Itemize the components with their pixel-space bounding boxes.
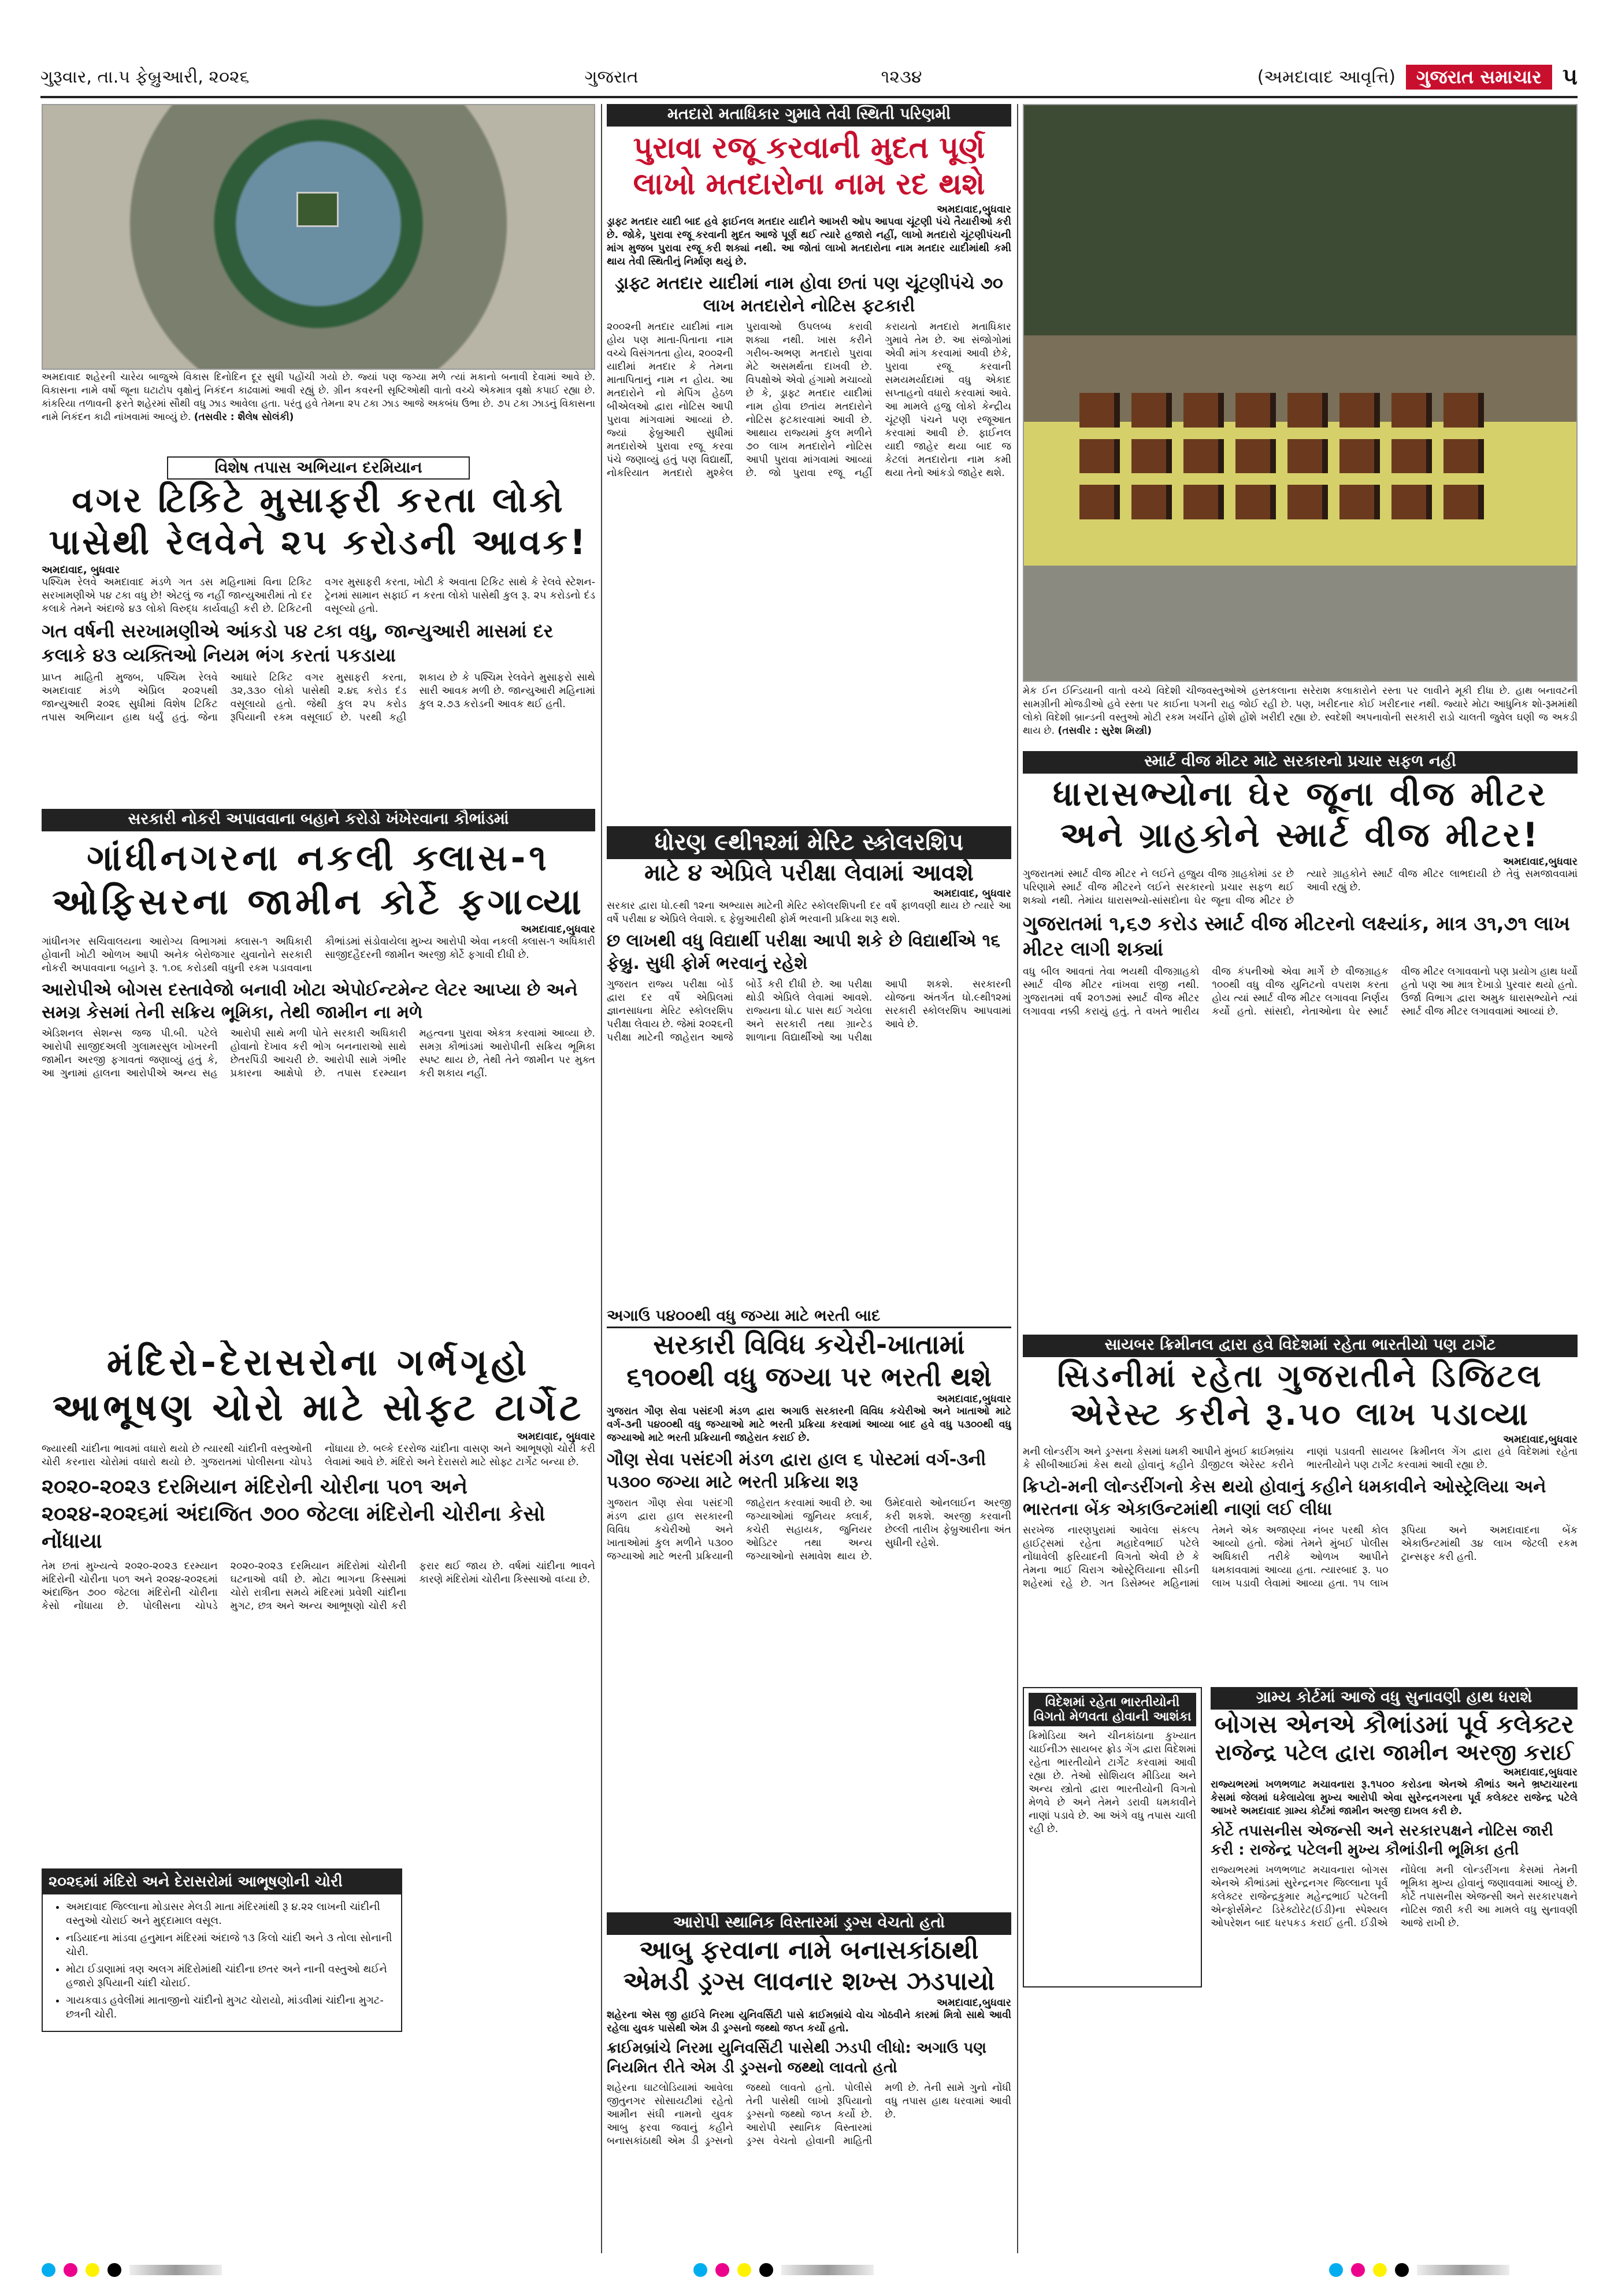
story-bogus-na xyxy=(1211,1687,1578,2253)
lead-paragraph: રાજ્યભરમાં ખળભળાટ મચાવનારા રૂ.૧૫૦૦ કરોડના એનએ કૌભાંડ અને ભ્રષ્ટાચારના કેસમાં જેલમાં ધકેલાયેલા મુખ્ય આરોપી એવા સુરેન્દ્રનગરના પૂર્વ કલેક્ટર રાજેન્દ્ર પટેલે આખરે અમદાવાદ ગ્રામ્ય કોર્ટમાં જામીન અરજી દાખલ કરી છે. xyxy=(1211,1778,1578,1817)
dateline: અમદાવાદ,બુધવાર xyxy=(937,203,1011,216)
story-kicker: ગ્રામ્ય કોર્ટમાં આજે વધુ સુનાવણી હાથ ધરાશે xyxy=(1211,1687,1578,1710)
story-sydney xyxy=(1023,1335,1578,1681)
lake-island xyxy=(296,192,339,227)
dateline: અમદાવાદ, બુધવાર xyxy=(517,1431,595,1443)
dateline: અમદાવાદ,બુધવાર xyxy=(1503,855,1578,868)
magenta-dot xyxy=(715,2263,729,2277)
body-text: ૨૦૦૨ની મતદાર યાદીમાં નામ હોય પણ માતા-પિતાના નામ વચ્ચે વિસંગતતા હોય, ૨૦૦૨ની યાદીમાં મતદાર કે તેમના માતાપિતાનું નામ ન હોય. આ મતદારોને નો મેપિંગ હેઠળ બીએલઓ દ્વારા નોટિસ આપી પુરાવા માંગવામાં આવ્યાં છે. જ્યાં ફેબ્રુઆરી સુધીમાં મતદારોએ પુરાવા રજૂ કરવા પંચે જણાવ્યું હતું પણ વિદ્યાર્થી, નોકરિયાત મતદારો મુશ્કેલ પુરાવાઓ ઉપલબ્ધ કરાવી શક્યા નથી. ખાસ કરીને ગરીબ-અભણ મતદારો પુરાવા મેટે અસમર્થતા દાખવી છે. વિપક્ષોએ એવો હંગામો મચાવ્યો છે કે, ડ્રાફ્ટ મતદાર યાદીમાં નામ હોવા છતાંય મતદારોને નોટિસ ફટકારવામાં આવી છે. આથાય રાજ્યમાં કુલ મળીને ૭૦ લાખ મતદારોને નોટિસ આપી પુરાવા માંગવામાં આવ્યાં છે. જો પુરાવા રજૂ નહીં કરાયતો મતદારો મતાધિકાર ગુમાવે તેમ છે. આ સંજોગોમાં એવી માંગ કરવામાં આવી છેકે, પુરાવા રજૂ કરવાની સમયમર્યાદામાં વધુ એકાદ સપ્તાહનો વધારો કરવામાં આવે. આ મામલે હજુ લોકો કેન્દ્રીય ચૂંટણી પંચને પણ રજૂઆત કરવામાં આવી છે. ફાઈનલ યાદી જાહેર થયા બાદ જ કેટલાં મતદારોના નામ કમી થયા તેનો આંકડો જાહેર થશે. xyxy=(607,321,1011,479)
sidebar-body: ક્રિમોડિયા અને ચીનકાંઠાના કુખ્યાત ચાઈનીઝ સાયબર ફ્રોડ ગેંગ દ્વારા વિદેશમાં રહેતા ભારતીયોને ટાર્ગેટ કરવામાં આવી રહ્યા છે. તેઓ સોશિયલ મીડિયા અને અન્ય સ્ત્રોતો દ્વારા ભારતીયોની વિગતો મેળવે છે અને તેમને ડરાવી ધમકાવીને નાણાં પડાવે છે. આ અંગે વધુ તપાસ ચાલી રહી છે. xyxy=(1029,1730,1196,1835)
body-text: શહેરના ઘાટલોડિયામાં આવેલા જીતુનગર સોસાયટીમાં રહેતો આમીન સંઘી નામનો યુવક આબુ ફરવા જવાનું કહીને બનાસકાંઠાથી એમ ડી ડ્રગ્સનો જથ્થો લાવતો હતો. પોલીસે તેની પાસેથી લાખો રૂપિયાનો ડ્રગ્સનો જથ્થો જપ્ત કર્યો છે. આરોપી સ્થાનિક વિસ્તારમાં ડ્રગ્સ વેચતો હોવાની માહિતી મળી છે. તેની સામે ગુનો નોંધી વધુ તપાસ હાથ ધરવામાં આવી છે. xyxy=(607,2082,1011,2147)
headline: વગર ટિકિટે મુસાફરી કરતા લોકો xyxy=(72,480,565,521)
story-drugs xyxy=(607,1912,1011,2253)
subhead: કોર્ટે તપાસનીસ એજન્સી અને સરકારપક્ષને નોટિસ જારી કરી : રાજેન્દ્ર પટેલની મુખ્ય કૌભાંડીની ભૂમિકા હતી xyxy=(1211,1822,1553,1859)
lead-paragraph: ગુજરાતમાં સ્માર્ટ વીજ મીટર ને લઈને હજુય વીજ ગ્રાહકોમાં ડર છે પરિણામે સ્માર્ટ વીજ મીટરને લઈને સરકારનો પ્રચાર સફળ થઈ શક્યો નથી. તેમાંય ધારાસભ્યો-સાંસદોના ઘેર જૂના વીજ મીટર છે ત્યારે ગ્રાહકોને સ્માર્ટ વીજ મીટર લાભદાયી છે તેવું સમજાવવામાં આવી રહ્યું છે. xyxy=(1023,868,1578,906)
photo2-credit: (તસવીર : સુરેશ મિસ્ત્રી) xyxy=(1057,725,1152,737)
dateline: અમદાવાદ,બુધવાર xyxy=(1503,1433,1578,1446)
photo1-caption-block xyxy=(42,371,595,452)
story-gandhinagar xyxy=(42,809,595,1329)
gray-swatch xyxy=(781,2265,874,2275)
section-name: ગુજરાત xyxy=(584,66,639,87)
print-registration-bar xyxy=(693,2260,874,2280)
story-kicker: અગાઉ ૫૪૦૦થી વધુ જગ્યા માટે ભરતી બાદ xyxy=(607,1306,1011,1328)
headline: પુરાવા રજૂ કરવાની મુદત પૂર્ણ xyxy=(633,131,985,165)
story-kicker: વિશેષ તપાસ અભિયાન દરમિયાન xyxy=(167,456,470,480)
story-voters xyxy=(607,104,1011,820)
lead-paragraph: ગાંધીનગર સચિવાલયના આરોગ્ય વિભાગમાં ક્લાસ-૧ અધિકારી હોવાની ખોટી ઓળખ આપી અનેક બેરોજગાર યુવાનોને સરકારી નોકરી અપાવવાના બહાને રૂ. ૧.૦૬ કરોડથી વધુની રકમ પડાવવાના કૌભાંડમાં સંડોવાયેલા મુખ્ય આરોપી એવા નકલી ક્લાસ-૧ અધિકારી સાજીદહૈદરની જામીન અરજી કોર્ટે ફગાવી દીધી છે. xyxy=(42,936,595,975)
shoes-row xyxy=(1079,485,1494,519)
cyan-dot xyxy=(42,2263,55,2277)
story-kicker: મતદારો મતાધિકાર ગુમાવે તેવી સ્થિતી પરિણમી xyxy=(607,104,1011,127)
body-text: પ્રાપ્ત માહિતી મુજબ, પશ્ચિમ રેલવે અમદાવાદ મંડળે એપ્રિલ ૨૦૨૫થી જાન્યુઆરી ૨૦૨૬ સુધીમાં વિશેષ ટિકિટ તપાસ અભિયાન હાથ ધર્યું હતું. જેના આધારે ટિકિટ વગર મુસાફરી કરતા, ૩૨,૩૩૦ લોકો પાસેથી ૨.૪૬ કરોડ દંડ વસૂલાયો હતો. જેથી કુલ ૨૫ કરોડ રૂપિયાની રકમ વસૂલાઈ છે. પરથી કહી શકાય છે કે પશ્ચિમ રેલવેને મુસાફરો સાથે સારી આવક મળી છે. જાન્યુઆરી મહિનામાં કુલ ૨.૭૩ કરોડની આવક થઈ હતી. xyxy=(42,671,595,723)
subhead: આરોપીએ બોગસ દસ્તાવેજો બનાવી ખોટા એપોઈન્ટમેન્ટ લેટર આપ્યા છે અને સમગ્ર કેસમાં તેની સક્રિય ભૂમિકા, તેથી જામીન ના મળે xyxy=(42,980,578,1023)
story-kicker: સરકારી નોકરી અપાવવાના બહાને કરોડો ખંખેરવાના કૌભાંડમાં xyxy=(42,809,595,831)
masthead xyxy=(40,58,1578,98)
theft-list xyxy=(43,1894,401,2031)
aerial-lake-photo xyxy=(42,104,595,370)
headline: એમડી ડ્રગ્સ લાવનાર શખ્સ ઝડપાયો xyxy=(623,1966,995,1996)
issue-date: ગુરૂવાર, તા.૫ ફેબ્રુઆરી, ૨૦૨૬ xyxy=(40,66,250,87)
column-rule xyxy=(1017,104,1018,2253)
headline: ધારાસભ્યોના ઘેર જૂના વીજ મીટર xyxy=(1052,774,1548,813)
shoes-row xyxy=(1079,393,1494,428)
headline: ગાંધીનગરના નકલી ક્લાસ-૧ xyxy=(87,837,550,879)
shoes-row xyxy=(1079,439,1494,474)
headline: ધોરણ ૯થી૧૨માં મેરિટ સ્કોલરશિપ xyxy=(607,826,1011,859)
story-kicker: સ્માર્ટ વીજ મીટર માટે સરકારનો પ્રચાર સફળ નહી xyxy=(1023,751,1578,774)
photo1-caption: અમદાવાદ શહેરની ચારેય બાજુએ વિકાસ દિનોદિન દૂર સુધી પહોંચી ગયો છે. જ્યાં પણ જગ્યા મળે ત્યાં મકાનો બનાવી દેવામાં આવે છે. વિકાસના નામે વર્ષો જૂના ઘટાટોપ વૃક્ષોનું નિકંદન કાઢવામાં આવી રહ્યું છે. ગ્રીન કવરની સૃષ્ટિઓથી વાતો વચ્ચે એકમાત્ર વૃક્ષો કપાઈ રહ્યા છે. કાંકરિયા તળાવની ફરતે શહેરમાં સૌથી વધુ ઝાડ આવેલા હતા. પરંતુ હવે તેમના ૨૫ ટકા ઝાડ આજે અકબંધ ઉભા છે. ૭૫ ટકા ઝાડનું વિકાસના નામે નિકંદન કાઢી નાંખવામાં આવ્યું છે. xyxy=(42,371,595,423)
street-shoes-photo xyxy=(1023,104,1578,682)
headline: પાસેથી રેલવેને ૨૫ કરોડની આવક! xyxy=(49,522,588,563)
story-kicker: આરોપી સ્થાનિક વિસ્તારમાં ડ્રગ્સ વેચતો હતો xyxy=(607,1912,1011,1935)
subhead: ગુજરાતમાં ૧,૬૭ કરોડ સ્માર્ટ વીજ મીટરનો લક્ષ્યાંક, માત્ર ૩૧,૭૧ લાખ મીટર લાગી શક્યાં xyxy=(1023,912,1570,961)
masthead-right xyxy=(1257,64,1578,90)
body-text: સરખેજ નારણપુરામાં આવેલા સંકલ્પ હાઈટ્સમાં રહેતા મહાદેવભાઈ પટેલે નોંધાવેલી ફરિયાદની વિગતો એવી છે કે તેમના ભાઈ ચિરાગ ઓસ્ટ્રેલિયાના સીડની શહેરમાં રહે છે. ગત ડિસેમ્બર મહિનામાં તેમને એક અજાણ્યા નંબર પરથી કોલ આવ્યો હતો. જેમાં તેમને મુંબઈ પોલીસ અધિકારી તરીકે ઓળખ આપીને ધમકાવવામાં આવ્યા હતા. ત્યારબાદ રૂ. ૫૦ લાખ પડાવી લેવામાં આવ્યા હતા. ૧૫ લાખ રૂપિયા અને અમદાવાદના બેંક એકાઉન્ટમાંથી ૩૪ લાખ જેટલી રકમ ટ્રાન્સફર કરી હતી. xyxy=(1023,1524,1578,1589)
box-title: ૨૦૨૬માં મંદિરો અને દેરાસરોમાં આભૂષણોની ચોરી xyxy=(43,1870,401,1894)
print-registration-bar xyxy=(42,2260,222,2280)
list-item: • મોટા ઈડાણામાં ત્રણ અલગ મંદિરોમાંથી ચાંદીના છતર અને નાની વસ્તુઓ થઈને હજારો રૂપિયાની ચાંદી ચોરાઈ. xyxy=(66,1963,395,1990)
headline: એરેસ્ટ કરીને રૂ.૫૦ લાખ પડાવ્યા xyxy=(1070,1395,1530,1432)
lead-paragraph: શહેરના એસ જી હાઈવે નિરમા યુનિવર્સિટી પાસે ક્રાઈમબ્રાંચે વોચ ગોઠવીને કારમાં મિત્રો સાથે આવી રહેલા યુવક પાસેથી એમ ડી ડ્રગ્સનો જથ્થો જપ્ત કર્યો હતો. xyxy=(607,2009,1011,2035)
column-rule xyxy=(601,104,602,2253)
lead-paragraph: પશ્ચિમ રેલવે અમદાવાદ મંડળે ગત ડસ મહિનામાં વિના ટિકિટ સરખામણીએ પ૪ ટકા વધુ છે! એટલું જ નહીં જાન્યુઆરીમાં તો દર કલાકે તેમને અંદાજે ૪૩ લોકો વિરુદ્ધ કાર્યવાહી કરી છે. ટિકિટની વગર મુસાફરી કરતા, ખોટી કે અવાતા ટિકિટ સાથે કે રેલવે સ્ટેશન-ટ્રેનમાં સામાન સફાઈ ન કરતા લોકો પાસેથી કુલ રૂ. ૨૫ કરોડનો દંડ વસૂલ્યો હતો. xyxy=(42,577,595,615)
headline: ઓફિસરના જામીન કોર્ટે ફગાવ્યા xyxy=(52,880,585,923)
headline: આભૂષણ ચોરો માટે સોફ્ટ ટાર્ગેટ xyxy=(52,1387,585,1430)
lead-paragraph: મની લોન્ડરીંગ અને ડ્રગ્સના કેસમાં ધમકી આપીને મુંબઈ ક્રાઈમબ્રાંચ કે સીબીઆઈમાં કેસ થયો હોવાનું કહીને ડીજીટલ એરેસ્ટ કરીને નાણાં પડાવતી સાયબર ક્રિમીનલ ગેંગ દ્વારા હવે વિદેશમાં રહેતા ભારતીયોને પણ ટાર્ગેટ કરવામાં આવી રહ્યા છે. xyxy=(1023,1446,1578,1471)
subhead: ક્રાઈમબ્રાંચે નિરમા યુનિવર્સિટી પાસેથી ઝડપી લીધો: અગાઉ પણ નિયમિત રીતે એમ ડી ડ્રગ્સનો જથ્થો લાવતો હતો xyxy=(607,2039,986,2077)
photo2-caption: મેક ઈન ઈન્ડિયાની વાતો વચ્ચે વિદેશી ચીજવસ્તુઓએ હસ્તકલાના સરેરાશ કલાકારોને રસ્તા પર લાવીને મૂકી દીધા છે. હાથ બનાવટની સામગ્રીની મોજડીઓ હવે રસ્તા પર કાઈના પગની રાહ જોઈ રહી છે. પણ, ખરીદનાર કોઈ ખરીદનાર નથી. જ્યારે મોટા આધુનિક શો-રૂમમાંથી લોકો વિદેશી બ્રાન્ડની વસ્તુઓ મોટી રકમ ખર્ચીને હોંશે હોંશે ખરીદી રહ્યા છે. સ્વદેશી અપનાવોની સરકારી રાડો ચાલતી જુવેલ ઘણી જ અકડી થાય છે. xyxy=(1023,685,1578,737)
magenta-dot xyxy=(1351,2263,1365,2277)
black-dot xyxy=(107,2263,121,2277)
masthead-center xyxy=(585,67,922,87)
edition-number: ૧૨૩૪ xyxy=(881,66,922,87)
yellow-dot xyxy=(737,2263,751,2277)
print-registration-bar xyxy=(1329,2260,1509,2280)
magenta-dot xyxy=(64,2263,77,2277)
paper-logo: ગુજરાત સમાચાર xyxy=(1406,65,1552,90)
headline: સિડનીમાં રહેતા ગુજરાતીને ડિજિટલ xyxy=(1057,1358,1543,1394)
subhead: ડ્રાફ્ટ મતદાર યાદીમાં નામ હોવા છતાં પણ ચૂંટણીપંચે ૭૦ લાખ મતદારોને નોટિસ ફટકારી xyxy=(615,273,1003,316)
story-railway xyxy=(42,456,595,797)
lead-paragraph: જ્યારથી ચાંદીના ભાવમાં વધારો થયો છે ત્યારથી ચાંદીની વસ્તુઓની ચોરી કરનારા ચોરોમાં વધારો થયો છે. ગુજરાતમાં પોલીસના ચોપડે નોંધાયા છે. બલ્કે દરરોજ ચાંદીના વાસણ અને આભૂષણો ચોરી કરી લેવામાં આવે છે. મંદિરો અને દેરાસરો માટે સોફ્ટ ટાર્ગેટ બન્યા છે. xyxy=(42,1443,595,1469)
headline: અને ગ્રાહકોને સ્માર્ટ વીજ મીટર! xyxy=(1060,815,1541,855)
cyan-dot xyxy=(1329,2263,1343,2277)
subhead: છ લાખથી વધુ વિદ્યાર્થી પરીક્ષા આપી શકે છે વિદ્યાર્થીએ ૧૬ ફેબ્રુ. સુધી ફોર્મ ભરવાનું રહેશે xyxy=(607,930,1001,974)
lead-paragraph: ડ્રાફ્ટ મતદાર યાદી બાદ હવે ફાઈનલ મતદાર યાદીને આખરી ઓપ આપવા ચૂંટણી પંચે તૈયારીઓ કરી છે. જોકે, પુરાવા રજૂ કરવાની મુદત આજે પૂર્ણ થઈ ત્યારે હજારો નહીં, લાખો મતદારો ચૂંટણીપંચની માંગ મુજબ પુરાવા રજૂ કરી શક્યાં નથી. આ જોતાં લાખો મતદારોના નામ મતદાર યાદીમાંથી કમી થાય તેવી સ્થિતીનું નિર્માણ થયું છે. xyxy=(607,216,1011,268)
cyan-dot xyxy=(693,2263,707,2277)
black-dot xyxy=(759,2263,773,2277)
list-item: • અમદાવાદ જિલ્લાના મોડાસર મેલડી માતા મંદિરમાંથી રૂ ૪.૨૨ લાખની ચાંદીની વસ્તુઓ ચોરાઈ અને મુદ્દામાલ વસૂલ. xyxy=(66,1900,395,1928)
subhead: ગત વર્ષની સરખામણીએ આંકડો ૫૪ ટકા વધુ, જાન્યુઆરી માસમાં દર કલાકે ૪૩ વ્યક્તિઓ નિયમ ભંગ કરતાં પકડાયા xyxy=(42,620,554,666)
subhead: ૨૦૨૦-૨૦૨૩ દરમિયાન મંદિરોની ચોરીના ૫૦૧ અને ૨૦૨૪-૨૦૨૬માં અંદાજિત ૭૦૦ જેટલા મંદિરોની ચોરીના કેસો નોંધાયા xyxy=(42,1475,545,1553)
yellow-dot xyxy=(1373,2263,1387,2277)
list-item: • નડિયાદના માંડવા હનુમાન મંદિરમાં અંદાજે ૧૩ કિલો ચાંદી અને ૩ તોલા સોનાની ચોરી. xyxy=(66,1931,395,1959)
body-text: તેમ છતાં મુખ્યત્વે ૨૦૨૦-૨૦૨૩ દરમ્યાન મંદિરોની ચોરીના ૫૦૧ અને ૨૦૨૪-૨૦૨૬માં અંદાજિત ૭૦૦ જેટલા મંદિરોની ચોરીના કેસો નોંધાયા છે. પોલીસના ચોપડે ૨૦૨૦-૨૦૨૩ દરમિયાન મંદિરોમાં ચોરીની ઘટનાઓ વધી છે. મોટા ભાગના કિસ્સામાં ચોરો રાત્રીના સમયે મંદિરમાં પ્રવેશી ચાંદીના મુગટ, છત્ર અને અન્ય આભૂષણો ચોરી કરી ફરાર થઈ જાય છે. વર્ષમાં ચાંદીના ભાવને કારણે મંદિરોમાં ચોરીના કિસ્સાઓ વધ્યા છે. xyxy=(42,1560,595,1612)
body-text: ગુજરાત રાજ્ય પરીક્ષા બોર્ડ દ્વારા દર વર્ષે એપ્રિલમાં જ્ઞાનસાધના મેરિટ સ્કોલરશિપ પરીક્ષા લેવાય છે. જેમાં ૨૦૨૬ની પરીક્ષા માટેની જાહેરાત આજે બોર્ડે કરી દીધી છે. આ પરીક્ષા થોડી એપ્રિલે લેવામાં આવશે. રાજ્યના ધો.૮ પાસ થઈ ગયેલા અને સરકારી તથા ગ્રાન્ટેડ શાળાના વિદ્યાર્થીઓ આ પરીક્ષા આપી શકશે. સરકારની યોજના અંતર્ગત ધો.૯થી૧૨માં સરકારી સ્કોલરશિપ આપવામાં આવે છે. xyxy=(607,978,1011,1043)
sidebar-title: વિદેશમાં રહેતા ભારતીયોની વિગતો મેળવતા હોવાની આશંકા xyxy=(1029,1693,1196,1726)
photo2-caption-block xyxy=(1023,685,1578,740)
headline: સરકારી વિવિધ કચેરી-ખાતામાં xyxy=(653,1329,965,1360)
gray-swatch xyxy=(1417,2265,1509,2275)
body-text: એડિશનલ સેશન્સ જજ પી.બી. પટેલે આરોપી સાજીદઅલી ગુલામરસુલ ખોખરની જામીન અરજી ફગાવતાં જણાવ્યું હતું કે, આ ગુનામાં હાલના આરોપીએ અન્ય સહ આરોપી સાથે મળી પોતે સરકારી અધિકારી હોવાનો દેખાવ કરી ભોગ બનનારાઓ સાથે છેતરપિંડી આચરી છે. આરોપી સામે ગંભીર પ્રકારના આક્ષેપો છે. તપાસ દરમ્યાન મહત્વના પુરાવા એકત્ર કરવામાં આવ્યા છે. સમગ્ર કૌભાંડમાં આરોપીની સક્રિય ભૂમિકા સ્પષ્ટ થાય છે, તેથી તેને જામીન પર મુક્ત કરી શકાય નહીં. xyxy=(42,1028,595,1080)
headline: આબુ ફરવાના નામે બનાસકાંઠાથી xyxy=(639,1935,979,1965)
yellow-dot xyxy=(86,2263,99,2277)
dateline: અમદાવાદ, બુધવાર xyxy=(42,564,120,577)
gray-swatch xyxy=(129,2265,222,2275)
headline: બોગસ એનએ કૌભાંડમાં પૂર્વ કલેક્ટર xyxy=(1214,1710,1574,1738)
sidebar-indians-abroad xyxy=(1023,1687,1202,1987)
edition-label: (અમદાવાદ આવૃત્તિ) xyxy=(1257,66,1396,87)
dateline: અમદાવાદ,બુધવાર xyxy=(521,923,595,936)
lead-paragraph: ગુજરાત ગૌણ સેવા પસંદગી મંડળ દ્વારા અગાઉ સરકારની વિવિધ કચેરીઓ અને ખાતાઓ માટે વર્ગ-૩ની ૫૪૦૦થી વધુ જગ્યાઓ માટે ભરતી પ્રક્રિયા કરવામાં આવ્યા બાદ હવે વધુ ૫૩૦૦થી વધુ જગ્યાઓ માટે ભરતી પ્રક્રિયાની જાહેરાત કરાઈ છે. xyxy=(607,1406,1011,1444)
body-text: ગુજરાત ગૌણ સેવા પસંદગી મંડળ દ્વારા હાલ સરકારની વિવિધ કચેરીઓ અને ખાતાઓમાં કુલ મળીને ૫૩૦૦ જગ્યાઓ માટે ભરતી પ્રક્રિયાની જાહેરાત કરવામાં આવી છે. આ જગ્યાઓમાં જુનિયર ક્લાર્ક, કચેરી સહાયક, જુનિયર ઓડિટર તથા અન્ય જગ્યાઓનો સમાવેશ થાય છે. ઉમેદવારો ઓનલાઈન અરજી કરી શકશે. અરજી કરવાની છેલ્લી તારીખ ફેબ્રુઆરીના અંત સુધીની રહેશે. xyxy=(607,1498,1011,1563)
dateline: અમદાવાદ, બુધવાર xyxy=(933,887,1011,900)
story-kicker: સાયબર ક્રિમીનલ દ્વારા હવે વિદેશમાં રહેતા ભારતીયો પણ ટાર્ગેટ xyxy=(1023,1335,1578,1357)
headline: ૬૧૦૦થી વધુ જગ્યા પર ભરતી થશે xyxy=(626,1361,992,1393)
subhead: ક્રિપ્ટો-મની લોન્ડરીંગનો કેસ થયો હોવાનું કહીને ધમકાવીને ઓસ્ટ્રેલિયા અને ભારતના બેંક એકાઉન્ટમાંથી નાણાં લઈ લીધા xyxy=(1023,1476,1546,1519)
subhead: ગૌણ સેવા પસંદગી મંડળ દ્વારા હાલ ૬ પોસ્ટમાં વર્ગ-૩ની ૫૩૦૦ જગ્યા માટે ભરતી પ્રક્રિયા શરૂ xyxy=(607,1450,986,1493)
dateline: અમદાવાદ,બુધવાર xyxy=(1503,1766,1578,1778)
headline: માટે ૪ એપ્રિલે પરીક્ષા લેવામાં આવશે xyxy=(644,859,974,886)
list-item: • ગાયકવાડ હવેલીમાં માતાજીનો ચાંદીનો મુગટ ચોરાયો, માંડવીમાં ચાંદીના મુગટ-છત્રની ચોરી. xyxy=(66,1994,395,2022)
page-number: ૫ xyxy=(1562,64,1578,90)
headline: મંદિરો-દેરાસરોના ગર્ભગૃહો xyxy=(106,1342,530,1384)
headline: લાખો મતદારોના નામ રદ થશે xyxy=(633,167,985,202)
black-dot xyxy=(1395,2263,1409,2277)
story-temples xyxy=(42,1340,595,2247)
dateline: અમદાવાદ,બુધવાર xyxy=(937,1997,1011,2009)
body-text: રાજ્યભરમાં ખળભળાટ મચાવનારા બોગસ એનએ કૌભાંડમાં સુરેન્દ્રનગર જિલ્લાના પૂર્વ કલેક્ટર રાજેન્દ્રકુમાર મહેન્દ્રભાઈ પટેલની એન્ફોર્સમેન્ટ ડિરેક્ટોરેટ(ઈડી)ના સ્પેશ્યલ ઓપરેશન બાદ ધરપકડ કરાઈ હતી. ઈડીએ નોંધેલા મની લોન્ડરીંગના કેસમાં તેમની ભૂમિકા મુખ્ય હોવાનું જણાવવામાં આવ્યું છે. કોર્ટે તપાસનીસ એજન્સી અને સરકારપક્ષને નોટિસ જારી કરી આ મામલે વધુ સુનાવણી આજે રાખી છે. xyxy=(1211,1864,1578,1930)
dateline: અમદાવાદ,બુધવાર xyxy=(937,1393,1011,1406)
story-meter xyxy=(1023,751,1578,1329)
story-bharti xyxy=(607,1306,1011,1907)
temples-theft-box xyxy=(42,1868,402,2032)
story-scholarship xyxy=(607,826,1011,1300)
headline: રાજેન્દ્ર પટેલ દ્વારા જામીન અરજી કરાઈ xyxy=(1215,1740,1574,1766)
body-text: વધુ બીલ આવતાં તેવા ભયથી વીજગ્રાહકો સ્માર્ટ વીજ મીટર નાંખવા રાજી નથી. ગુજરાતમાં વર્ષ ૨૦૧૭માં સ્માર્ટ વીજ મીટર લગાવવા નક્કી કરાયું હતું. તે વખતે ભારીય વીજ કંપનીઓ એવા માર્ગે છે વીજગ્રાહક ૧૦૦થી વધુ વીજ યુનિટનો વપરાશ કરતા હોય ત્યાં સ્માર્ટ વીજ મીટર લગાવવા નિર્ણય કર્યો હતો. સાંસદો, નેતાઓના ઘેર સ્માર્ટ વીજ મીટર લગાવવાનો પણ પ્રયોગ હાથ ધર્યો હતો પણ આ માત્ર દેખાડો પુરવાર થયો હતો. ઉર્જા વિભાગ દ્વારા અમુક ધારાસભ્યોને ત્યાં સ્માર્ટ વીજ મીટર લગાવવામાં આવ્યાં છે. xyxy=(1023,965,1578,1017)
lead-paragraph: સરકાર દ્વારા ધો.૯થી ૧૨ના અભ્યાસ માટેની મેરિટ સ્કોલરશિપની દર વર્ષે ફાળવણી થાય છે ત્યારે આ વર્ષે પરીક્ષા ૪ એપ્રિલે લેવાશે. ૬ ફેબ્રુઆરીથી ફોર્મ ભરવાની પ્રક્રિયા શરૂ થશે. xyxy=(607,900,1011,925)
photo1-credit: (તસવીર : શૈલેષ સોલંકી) xyxy=(194,411,294,423)
